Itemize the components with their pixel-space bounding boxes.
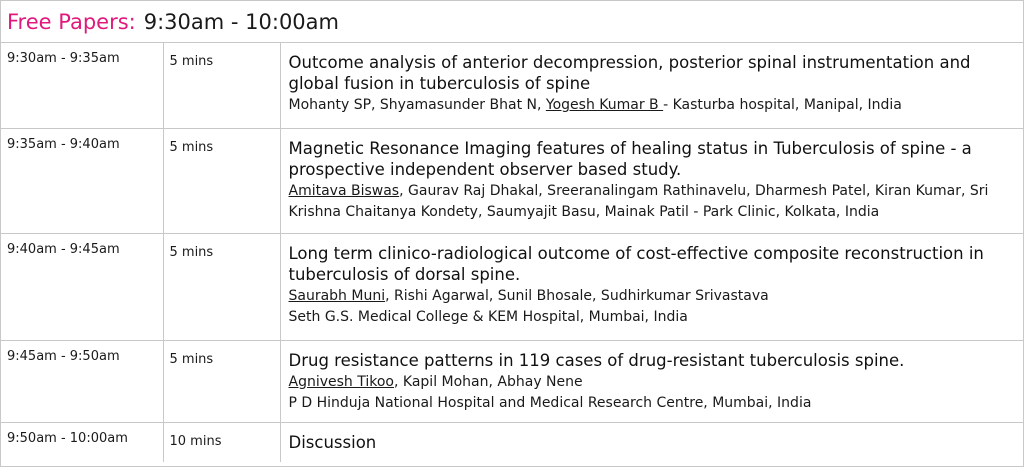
paper-title: Outcome analysis of anterior decompression, posterior spinal instrumentation and global fusion in tuberculosis of spine	[288, 53, 971, 93]
presenting-author: Yogesh Kumar B	[545, 97, 664, 113]
presenting-author: Saurabh Muni	[288, 287, 386, 304]
authors-after: , Kapil Mohan, Abhay Nene	[394, 373, 583, 390]
table-row	[1, 340, 1023, 422]
time-slot: 9:45am - 9:50am	[1, 340, 163, 422]
table-row	[1, 43, 1023, 128]
time-slot: 9:50am - 10:00am	[1, 422, 163, 462]
author-line	[289, 286, 1024, 307]
authors-after: - Kasturba hospital, Manipal, India	[663, 97, 902, 113]
authors-after: , Gaurav Raj Dhakal, Sreeranalingam Rathinavelu, Dharmesh Patel, Kiran Kumar, Sri Krishna Chaitanya Kondety, Saumyajit Basu, Mainak Patil - Park Clinic, Kolkata, India	[288, 182, 989, 220]
paper-title: Discussion	[288, 432, 377, 452]
paper-cell	[280, 43, 1023, 128]
presenting-author: Amitava Biswas	[288, 182, 400, 199]
session-time: 9:30am - 10:00am	[143, 9, 339, 34]
table-row	[1, 422, 1023, 462]
paper-title: Long term clinico-radiological outcome of cost-effective composite reconstruction in tuberculosis of dorsal spine.	[288, 243, 984, 284]
schedule-table	[1, 43, 1023, 462]
table-row	[1, 233, 1023, 340]
affiliation: P D Hinduja National Hospital and Medical Research Centre, Mumbai, India	[288, 394, 812, 411]
paper-cell	[280, 340, 1023, 422]
paper-cell	[280, 233, 1023, 340]
author-line	[289, 181, 1024, 223]
table-row	[1, 128, 1023, 233]
duration: 5 mins	[163, 233, 280, 340]
paper-title: Drug resistance patterns in 119 cases of drug-resistant tuberculosis spine.	[288, 350, 905, 370]
paper-cell	[280, 128, 1023, 233]
duration: 5 mins	[163, 340, 280, 422]
time-slot: 9:30am - 9:35am	[1, 43, 163, 128]
presenting-author: Agnivesh Tikoo	[288, 373, 394, 390]
duration: 10 mins	[163, 422, 280, 462]
authors-before: Mohanty SP, Shyamasunder Bhat N,	[288, 97, 546, 113]
time-slot: 9:40am - 9:45am	[1, 233, 163, 340]
paper-title: Magnetic Resonance Imaging features of healing status in Tuberculosis of spine - a prospective independent observer based study.	[288, 138, 972, 179]
time-slot: 9:35am - 9:40am	[1, 128, 163, 233]
author-line	[289, 95, 1024, 116]
duration: 5 mins	[163, 128, 280, 233]
paper-cell	[280, 422, 1023, 462]
session-label: Free Papers:	[7, 9, 136, 34]
session-header	[1, 1, 1023, 43]
duration: 5 mins	[163, 43, 280, 128]
affiliation: Seth G.S. Medical College & KEM Hospital, Mumbai, India	[288, 308, 688, 325]
author-line	[289, 372, 1024, 393]
authors-after: , Rishi Agarwal, Sunil Bhosale, Sudhirkumar Srivastava	[385, 287, 769, 304]
